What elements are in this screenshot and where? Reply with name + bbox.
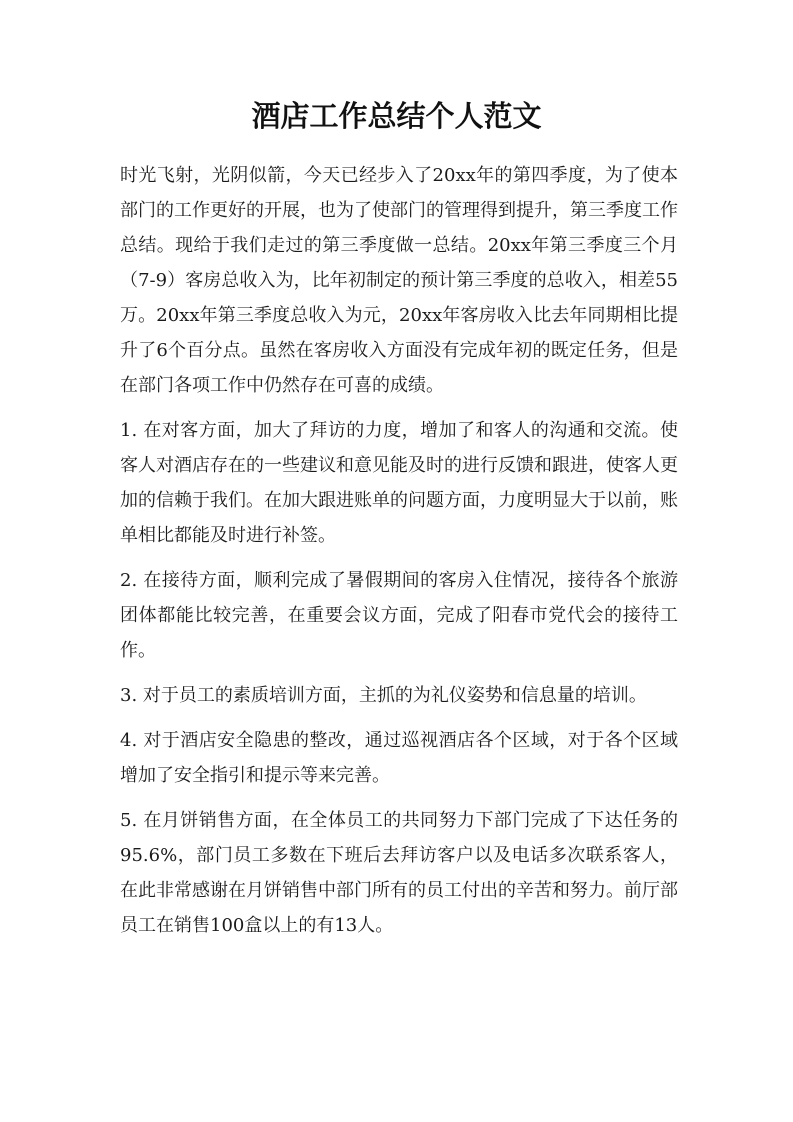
list-item-2: 2. 在接待方面，顺利完成了暑假期间的客房入住情况，接待各个旅游团体都能比较完善，在重要会议方面，完成了阳春市党代会的接待工作。	[120, 570, 678, 661]
document-body	[120, 158, 678, 953]
list-item-1: 1. 在对客方面，加大了拜访的力度，增加了和客人的沟通和交流。使客人对酒店存在的一些建议和意见能及时的进行反馈和跟进，使客人更加的信赖于我们。在加大跟进账单的问题方面，力度明显大于以前，账单相比都能及时进行补签。	[120, 420, 678, 546]
list-item-4: 4. 对于酒店安全隐患的整改，通过巡视酒店各个区域，对于各个区域增加了安全指引和提示等来完善。	[120, 730, 678, 786]
list-item-3: 3. 对于员工的素质培训方面，主抓的为礼仪姿势和信息量的培训。	[120, 685, 647, 706]
document-title: 酒店工作总结个人范文	[251, 99, 542, 133]
list-item-5: 5. 在月饼销售方面，在全体员工的共同努力下部门完成了下达任务的95.6%，部门员工多数在下班后去拜访客户以及电话多次联系客人，在此非常感谢在月饼销售中部门所有的员工付出的辛苦和努力。前厅部员工在销售100盒以上的有13人。	[120, 810, 678, 936]
intro-paragraph: 时光飞射，光阴似箭，今天已经步入了20xx年的第四季度，为了使本部门的工作更好的开展，也为了使部门的管理得到提升，第三季度工作总结。现给于我们走过的第三季度做一总结。20xx年第三季度三个月（7-9）客房总收入为，比年初制定的预计第三季度的总收入，相差55万。20xx年第三季度总收入为元，20xx年客房收入比去年同期相比提升了6个百分点。虽然在客房收入方面没有完成年初的既定任务，但是在部门各项工作中仍然存在可喜的成绩。	[120, 165, 678, 396]
